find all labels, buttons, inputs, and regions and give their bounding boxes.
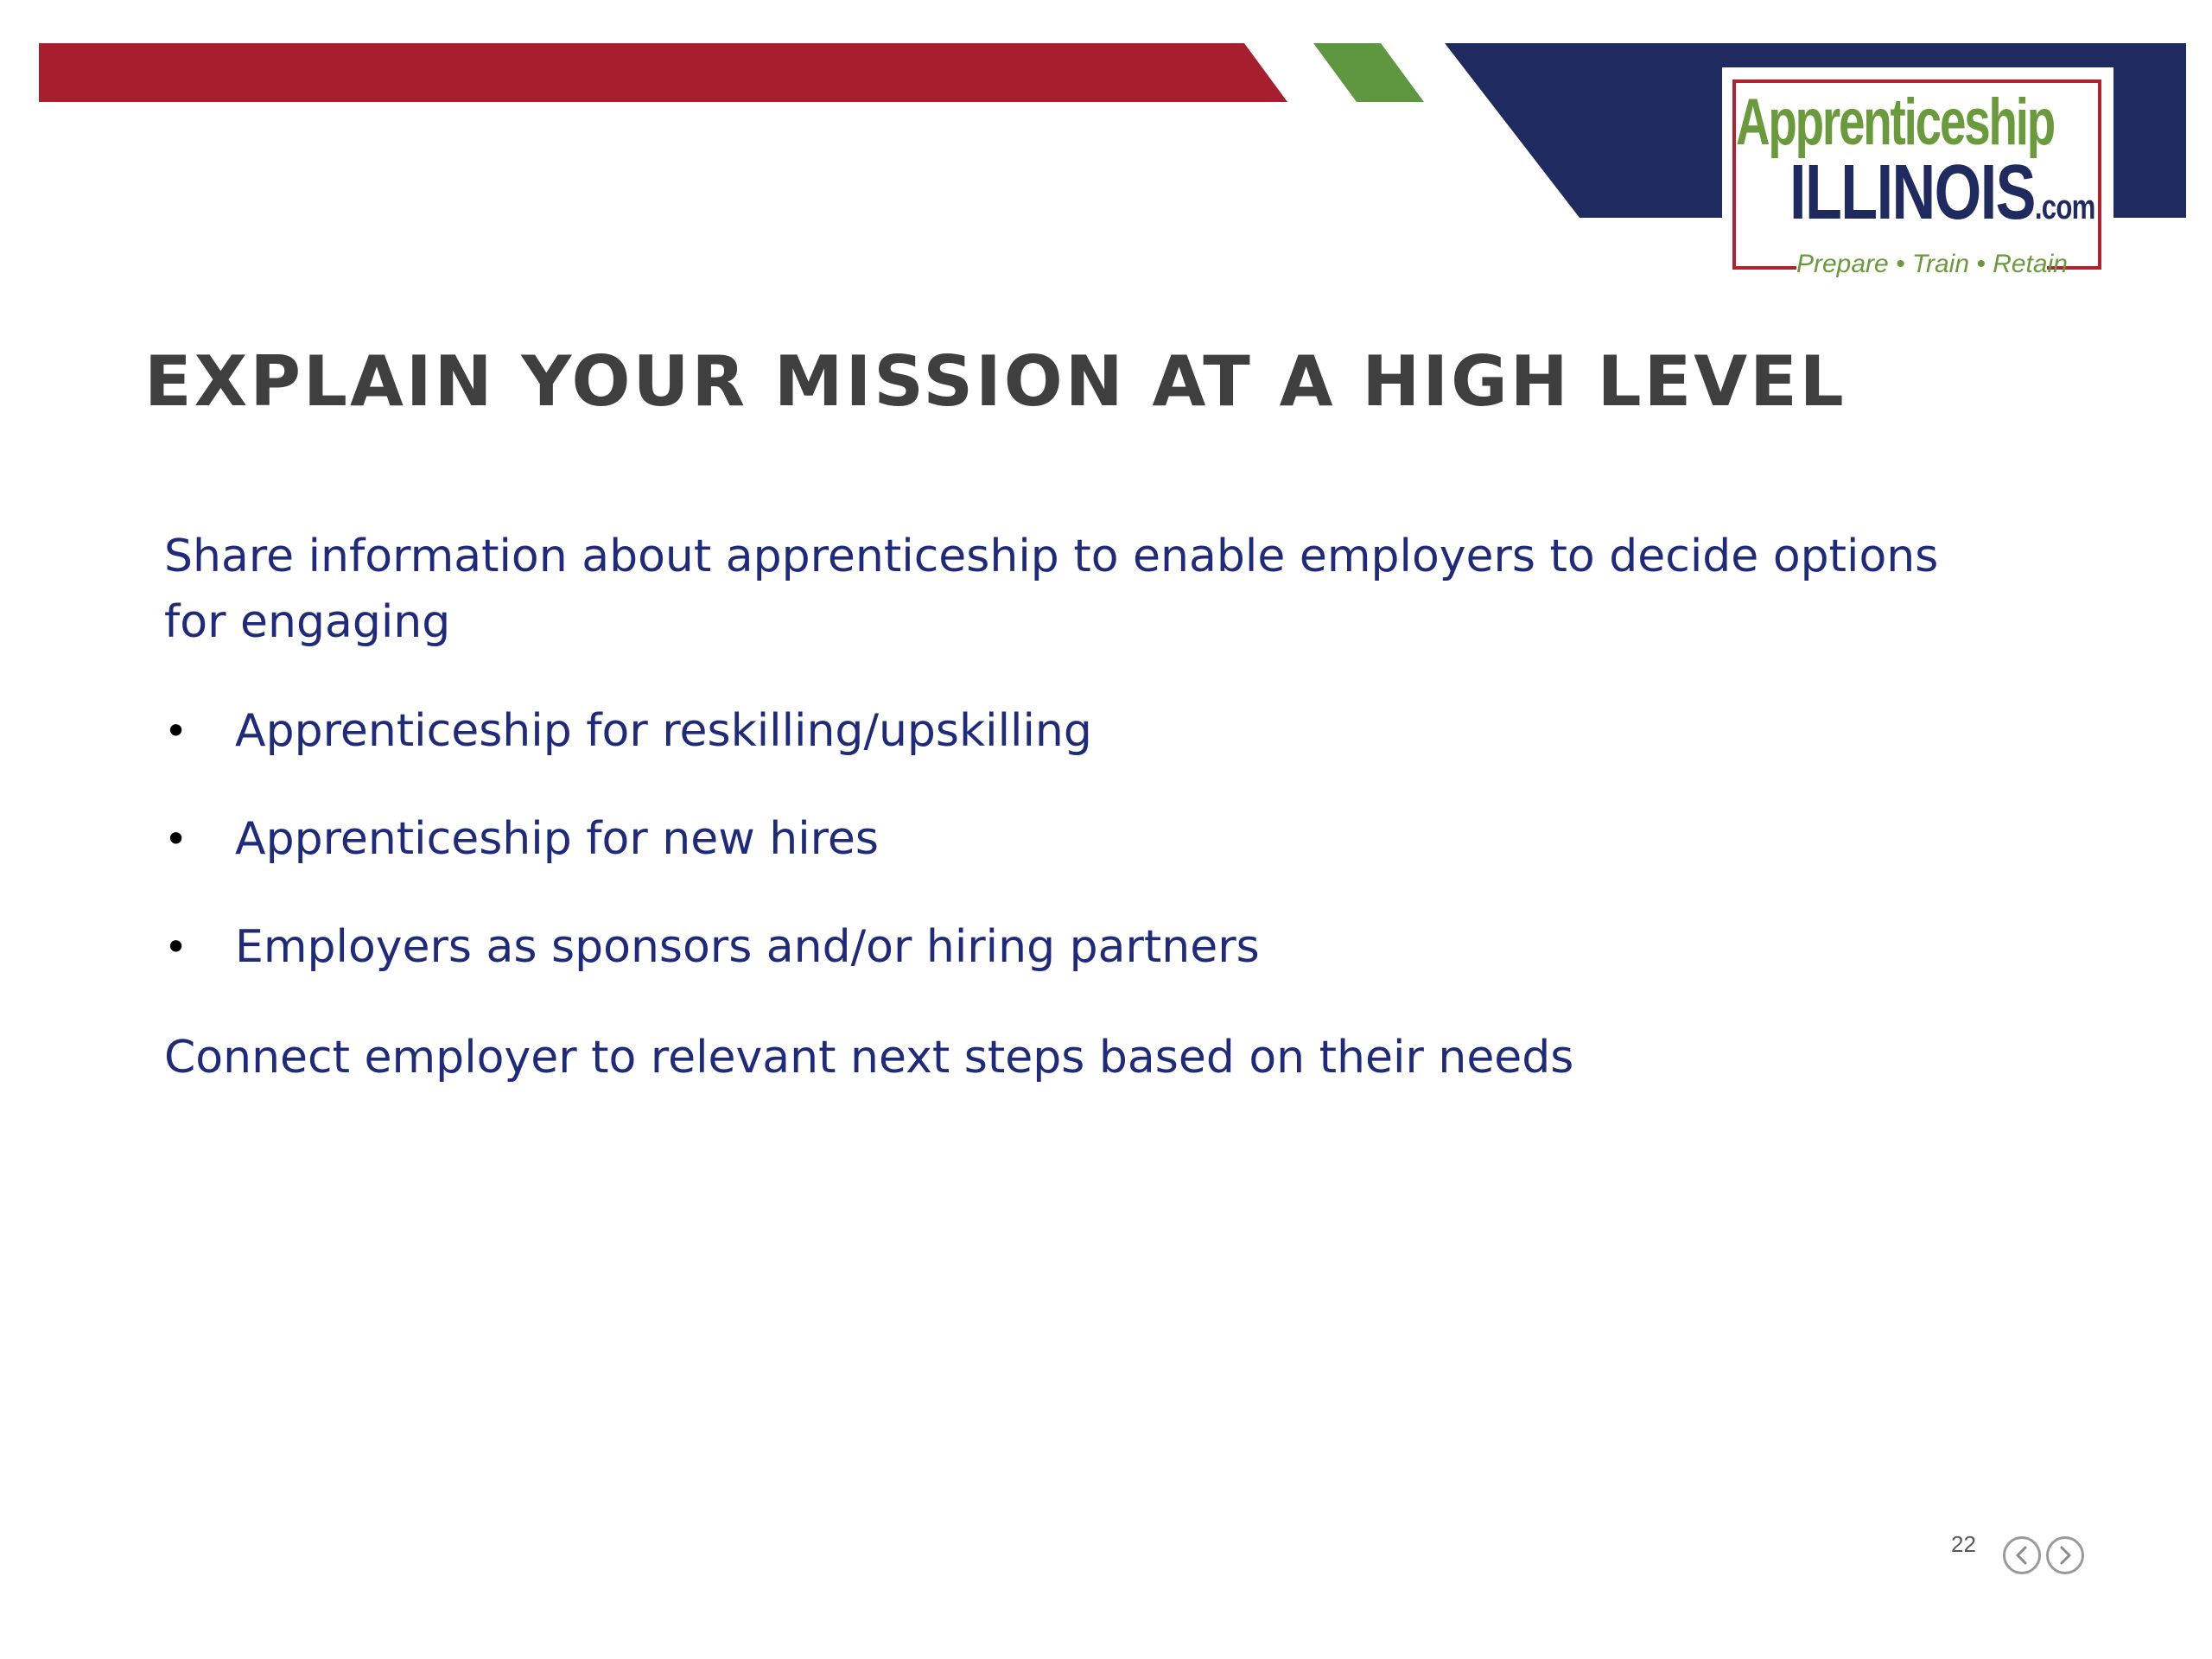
bullet-text-reskilling: Apprenticeship for reskilling/upskilling (235, 705, 1092, 757)
intro-paragraph: Share information about apprenticeship to enable employers to decide options for engaging (164, 531, 1939, 648)
logo-line-illinois (1789, 149, 2095, 236)
bullet-icon: • (164, 708, 188, 754)
logo-tagline: Prepare • Train • Retain (1796, 250, 2068, 278)
banner-red-stripe (39, 43, 1287, 102)
chevron-left-icon (2005, 1539, 2038, 1572)
next-slide-button[interactable] (2046, 1536, 2084, 1574)
apprenticeship-illinois-logo (1722, 67, 2113, 290)
logo-com-text: .com (2034, 188, 2095, 226)
slide-title: EXPLAIN YOUR MISSION AT A HIGH LEVEL (144, 341, 1847, 422)
logo-line-apprenticeship: Apprenticeship (1736, 86, 2055, 159)
page-number: 22 (1951, 1531, 1976, 1557)
chevron-right-icon (2049, 1539, 2082, 1572)
bullet-icon: • (164, 816, 188, 862)
bullet-text-new-hires: Apprenticeship for new hires (235, 813, 879, 865)
closing-paragraph: Connect employer to relevant next steps based on their needs (164, 1032, 1574, 1084)
previous-slide-button[interactable] (2003, 1536, 2041, 1574)
logo-illinois-text: ILLINOIS (1789, 149, 2035, 236)
bullet-text-sponsors: Employers as sponsors and/or hiring partners (235, 921, 1260, 973)
bullet-icon: • (164, 924, 188, 970)
banner-green-stripe (1313, 43, 1424, 102)
